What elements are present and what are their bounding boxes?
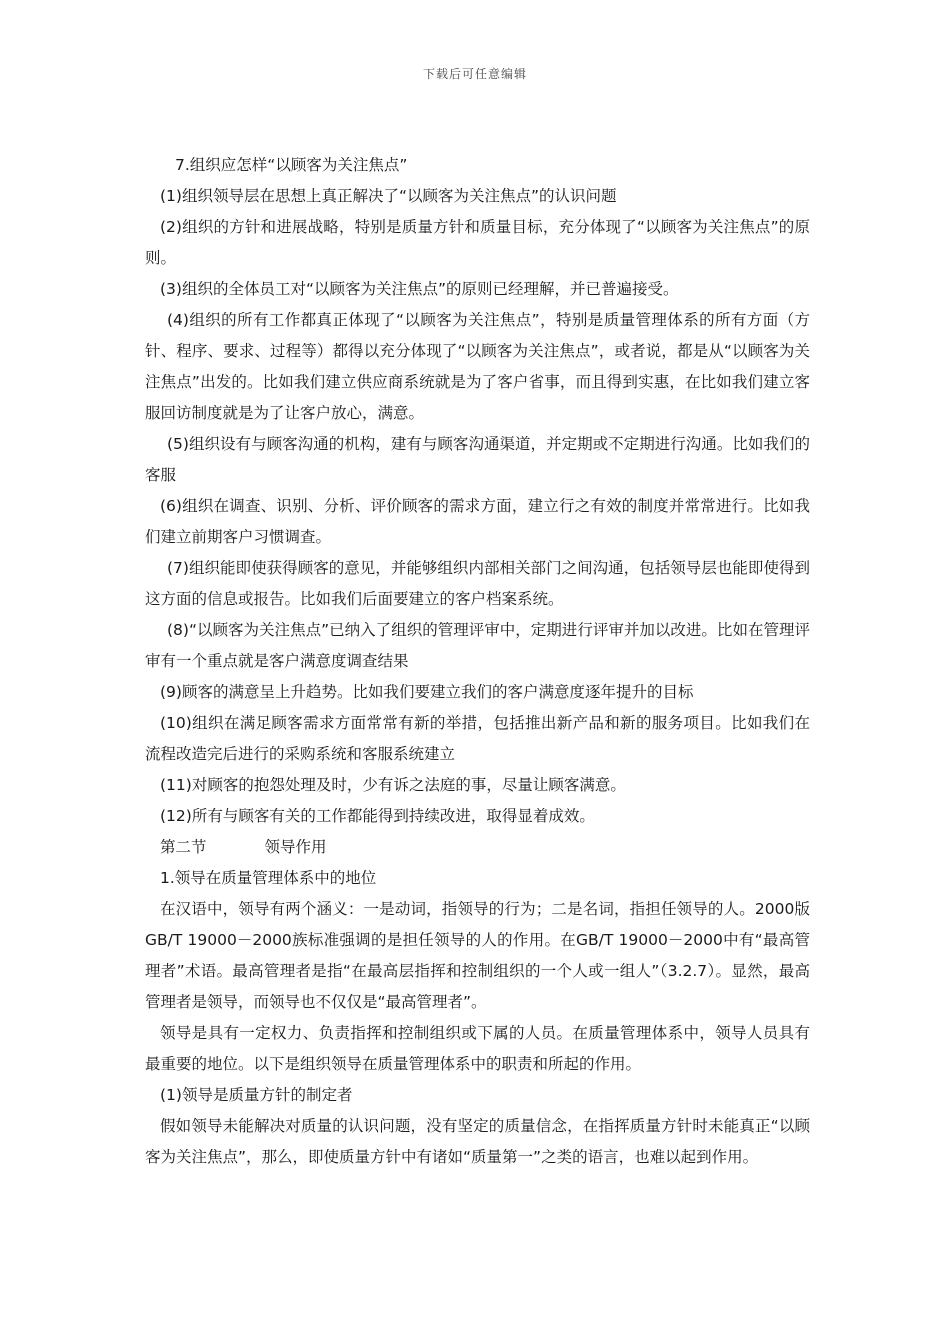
list-item: (1)领导是质量方针的制定者	[160, 1086, 353, 1104]
section-7-title: 7.组织应怎样“以顾客为关注焦点”	[175, 156, 408, 174]
list-item: (6)组织在调查、识别、分析、评价顾客的需求方面，建立行之有效的制度并常常进行。比如我们建立前期客户习惯调查。	[145, 497, 810, 546]
paragraph: 领导是具有一定权力、负责指挥和控制组织或下属的人员。在质量管理体系中，领导人员具有最重要的地位。以下是组织领导在质量管理体系中的职责和所起的作用。	[145, 1024, 810, 1073]
list-item: (12)所有与顾客有关的工作都能得到持续改进，取得显着成效。	[160, 807, 595, 825]
list-item: (1)组织领导层在思想上真正解决了“以顾客为关注焦点”的认识问题	[160, 187, 617, 205]
list-item: (5)组织设有与顾客沟通的机构，建有与顾客沟通渠道，并定期或不定期进行沟通。比如我们的客服	[145, 435, 810, 484]
list-item: (11)对顾客的抱怨处理及时，少有诉之法庭的事，尽量让顾客满意。	[160, 776, 626, 794]
page-header: 下载后可任意编辑	[422, 67, 527, 81]
list-item: (7)组织能即使获得顾客的意见，并能够组织内部相关部门之间沟通，包括领导层也能即使得到这方面的信息或报告。比如我们后面要建立的客户档案系统。	[145, 559, 810, 608]
subheading: 1.领导在质量管理体系中的地位	[160, 869, 377, 887]
section-title: 领导作用	[264, 838, 327, 856]
section-heading	[145, 832, 810, 863]
section-label: 第二节	[160, 838, 207, 856]
list-item: (8)“以顾客为关注焦点”已纳入了组织的管理评审中，定期进行评审并加以改进。比如在管理评审有一个重点就是客户满意度调查结果	[145, 621, 810, 670]
paragraph: 在汉语中，领导有两个涵义：一是动词，指领导的行为；二是名词，指担任领导的人。2000版GB/T 19000－2000族标准强调的是担任领导的人的作用。在GB/T 19000－2000中有“最高管理者”术语。最高管理者是指“在最高层指挥和控制组织的一个人或一组人”（3.2.7）。显然，最高管理者是领导，而领导也不仅仅是“最高管理者”。	[145, 900, 810, 1011]
list-item: (2)组织的方针和进展战略，特别是质量方针和质量目标，充分体现了“以顾客为关注焦点”的原则。	[145, 218, 810, 267]
list-item: (10)组织在满足顾客需求方面常常有新的举措，包括推出新产品和新的服务项目。比如我们在流程改造完后进行的采购系统和客服系统建立	[145, 714, 810, 763]
paragraph: 假如领导未能解决对质量的认识问题，没有坚定的质量信念，在指挥质量方针时未能真正“以顾客为关注焦点”，那么，即使质量方针中有诸如“质量第一”之类的语言，也难以起到作用。	[145, 1117, 810, 1166]
list-item: (3)组织的全体员工对“以顾客为关注焦点”的原则已经理解，并已普遍接受。	[160, 280, 679, 298]
list-item: (9)顾客的满意呈上升趋势。比如我们要建立我们的客户满意度逐年提升的目标	[160, 683, 694, 701]
list-item: (4)组织的所有工作都真正体现了“以顾客为关注焦点”，特别是质量管理体系的所有方面（方针、程序、要求、过程等）都得以充分体现了“以顾客为关注焦点”，或者说，都是从“以顾客为关注焦点”出发的。比如我们建立供应商系统就是为了客户省事，而且得到实惠，在比如我们建立客服回访制度就是为了让客户放心，满意。	[145, 311, 810, 422]
document-body	[145, 150, 810, 1173]
